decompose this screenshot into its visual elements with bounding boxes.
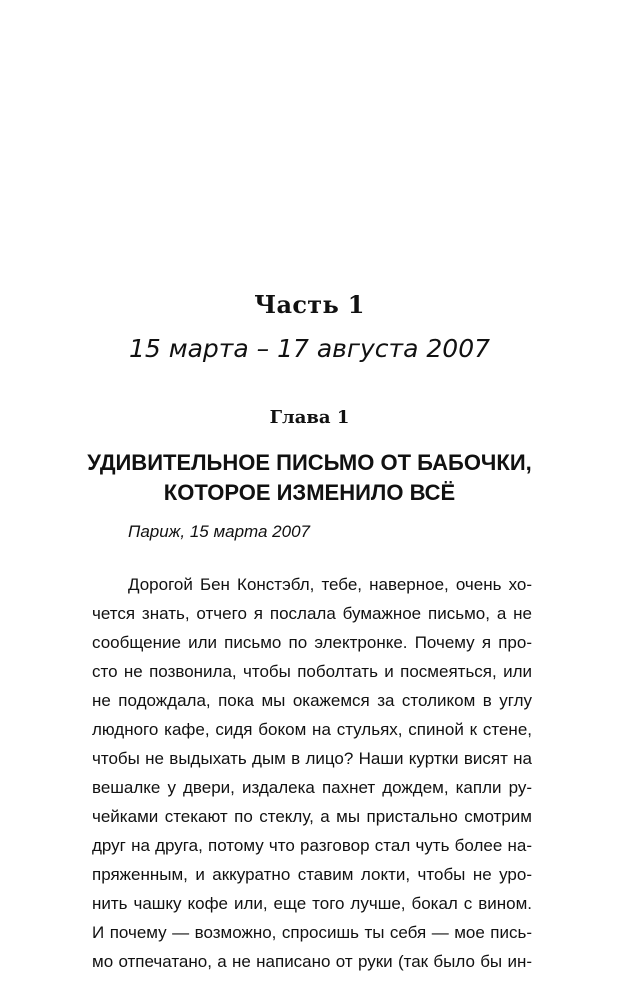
text-line: друг на друга, потому что разговор стал чуть более на-: [92, 836, 532, 855]
text-line: Дорогой Бен Констэбл, тебе, наверное, очень хо-: [128, 575, 532, 594]
text-line: чется знать, отчего я послала бумажное письмо, а не: [92, 604, 532, 623]
part-dates: 15 марта – 17 августа 2007: [128, 334, 491, 363]
chapter-title-line: КОТОРОЕ ИЗМЕНИЛО ВСЁ: [163, 480, 456, 505]
text-line: чтобы не выдыхать дым в лицо? Наши куртки висят на: [92, 749, 532, 768]
text-line: пряженным, и аккуратно ставим локти, чтобы не уро-: [92, 865, 532, 884]
dateline: Париж, 15 марта 2007: [128, 522, 310, 541]
text-line: не подождала, пока мы окажемся за столиком в углу: [92, 691, 532, 710]
text-line: людного кафе, сидя боком на стульях, спиной к стене,: [92, 720, 532, 739]
text-line: И почему — возможно, спросишь ты себя — мое пись-: [92, 923, 532, 942]
body-paragraph: [92, 570, 532, 976]
chapter-title: [0, 448, 619, 508]
text-line: вешалке у двери, издалека пахнет дождем, капли ру-: [92, 778, 532, 797]
text-line: мо отпечатано, а не написано от руки (так было бы ин-: [92, 952, 532, 971]
text-line: чейками стекают по стеклу, а мы пристально смотрим: [92, 807, 532, 826]
text-line: сообщение или письмо по электронке. Почему я про-: [92, 633, 532, 652]
chapter-title-line: УДИВИТЕЛЬНОЕ ПИСЬМО ОТ БАБОЧКИ,: [87, 450, 532, 475]
chapter-label: Глава 1: [269, 407, 350, 428]
part-title: Часть 1: [254, 290, 365, 319]
text-line: нить чашку кофе или, еще того лучше, бокал с вином.: [92, 894, 532, 913]
text-line: сто не позвонила, чтобы поболтать и посмеяться, или: [92, 662, 532, 681]
